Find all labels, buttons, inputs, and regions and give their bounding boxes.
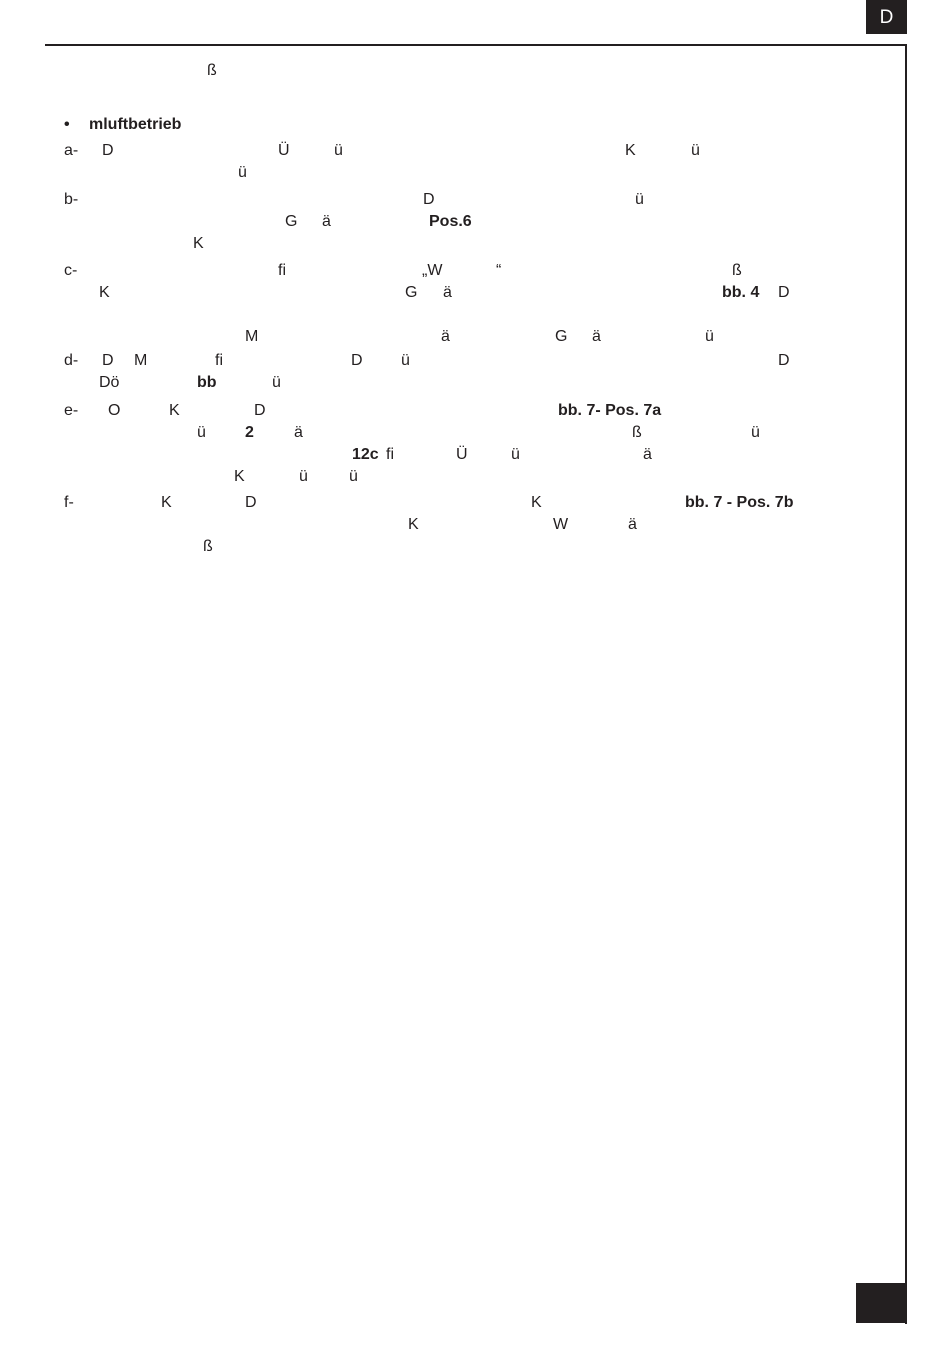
- text-fragment: D: [245, 494, 257, 511]
- text-fragment: D: [351, 352, 363, 369]
- text-fragment: D: [778, 284, 790, 301]
- top-rule: [45, 44, 907, 46]
- text-fragment: “: [496, 262, 502, 279]
- text-fragment: D: [254, 402, 266, 419]
- item-label: f-: [64, 494, 74, 511]
- figure-reference: bb: [197, 374, 217, 391]
- figure-reference: bb. 7- Pos. 7a: [558, 402, 662, 419]
- text-fragment: K: [234, 468, 245, 485]
- text-fragment: G: [285, 213, 298, 230]
- item-label: b-: [64, 191, 79, 208]
- text-fragment: K: [625, 142, 636, 159]
- text-fragment: ä: [294, 424, 303, 441]
- intro-fragment: ß: [207, 62, 217, 79]
- text-fragment: M: [245, 328, 259, 345]
- figure-reference: bb. 7 - Pos. 7b: [685, 494, 794, 511]
- text-fragment: ü: [705, 328, 714, 345]
- text-fragment: fi: [386, 446, 394, 463]
- text-fragment: G: [555, 328, 568, 345]
- text-fragment: Dö: [99, 374, 120, 391]
- text-fragment: ä: [443, 284, 452, 301]
- text-fragment: ü: [299, 468, 308, 485]
- text-fragment: D: [778, 352, 790, 369]
- text-fragment: ü: [401, 352, 410, 369]
- text-fragment: ü: [272, 374, 281, 391]
- text-fragment: ä: [592, 328, 601, 345]
- text-fragment: ü: [511, 446, 520, 463]
- text-fragment: ä: [628, 516, 637, 533]
- section-heading: mluftbetrieb: [89, 116, 182, 133]
- item-label: c-: [64, 262, 78, 279]
- language-tab: D: [866, 0, 907, 34]
- text-fragment: D: [102, 142, 114, 159]
- text-fragment: ü: [197, 424, 206, 441]
- right-rule: [905, 44, 907, 1324]
- text-fragment: ü: [349, 468, 358, 485]
- figure-reference: 2: [245, 424, 254, 441]
- text-fragment: M: [134, 352, 148, 369]
- text-fragment: ä: [322, 213, 331, 230]
- text-fragment: G: [405, 284, 418, 301]
- text-fragment: ü: [635, 191, 644, 208]
- text-fragment: ä: [643, 446, 652, 463]
- page-corner-block: [856, 1283, 907, 1323]
- text-fragment: Ü: [278, 142, 290, 159]
- text-fragment: D: [102, 352, 114, 369]
- text-fragment: fi: [215, 352, 223, 369]
- text-fragment: K: [161, 494, 172, 511]
- text-fragment: ß: [203, 538, 213, 555]
- text-fragment: „W: [422, 262, 443, 279]
- text-fragment: ü: [238, 164, 247, 181]
- text-fragment: K: [408, 516, 419, 533]
- item-label: e-: [64, 402, 79, 419]
- text-fragment: W: [553, 516, 569, 533]
- text-fragment: K: [531, 494, 542, 511]
- text-fragment: K: [169, 402, 180, 419]
- text-fragment: ü: [334, 142, 343, 159]
- text-fragment: K: [193, 235, 204, 252]
- text-fragment: ß: [632, 424, 642, 441]
- item-label: a-: [64, 142, 79, 159]
- text-fragment: ü: [751, 424, 760, 441]
- text-fragment: Ü: [456, 446, 468, 463]
- text-fragment: fi: [278, 262, 286, 279]
- text-fragment: K: [99, 284, 110, 301]
- figure-reference: 12c: [352, 446, 379, 463]
- figure-reference: Pos.6: [429, 213, 472, 230]
- text-fragment: ä: [441, 328, 450, 345]
- text-fragment: ü: [691, 142, 700, 159]
- section-bullet: •: [64, 116, 70, 133]
- item-label: d-: [64, 352, 79, 369]
- figure-reference: bb. 4: [722, 284, 760, 301]
- text-fragment: ß: [732, 262, 742, 279]
- text-fragment: O: [108, 402, 121, 419]
- text-fragment: D: [423, 191, 435, 208]
